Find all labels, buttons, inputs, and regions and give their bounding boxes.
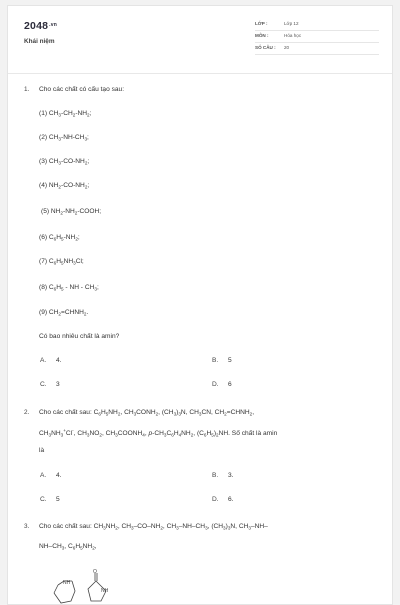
worksheet-page xyxy=(7,5,393,605)
meta-row-class xyxy=(255,19,379,31)
q1-item-2: (2) $CH_3-NH-CH_3$; xyxy=(39,134,89,142)
q2-line-1: Cho các chất sau: $C_6H_5NH_2$, $CH_3CONH_2$, $(CH_3)_3N$, $CH_3CN$, $CH_2=CHNH_2$, xyxy=(39,409,255,417)
q3-line-2: $NH-CH_3$, $C_6H_5NH_2$, xyxy=(39,543,97,551)
meta-value: Lớp 12 xyxy=(284,21,299,26)
question-prompt: Có bao nhiêu chất là amin? xyxy=(39,333,120,340)
answer-option-d[interactable]: D. 6. xyxy=(212,496,234,503)
meta-label: LỚP : xyxy=(255,21,268,26)
answer-option-c[interactable]: C. 3 xyxy=(40,381,60,388)
logo-main: 2048 xyxy=(24,20,49,32)
q1-item-6: (6) $C_6H_5-NH_2$; xyxy=(39,234,80,242)
meta-row-count xyxy=(255,43,379,55)
q1-item-1: (1) $CH_3-CH_2-NH_2$; xyxy=(39,110,92,118)
q1-item-4: (4) $NH_2-CO-NH_2$; xyxy=(39,182,90,190)
meta-label: MÔN : xyxy=(255,33,269,38)
q1-item-9: (9) $CH_2=CHNH_2$. xyxy=(39,309,89,317)
q2-line-2: $CH_3NH_3^+Cl^-$, $CH_3NO_2$, $CH_3COONH_4$, $p-CH_3C_6H_4NH_2$, $(C_6H_5)_2NH$. Số chất là amin xyxy=(39,428,278,438)
struct2-o-label: O xyxy=(93,569,97,575)
q1-item-7: (7) $C_6H_5NH_3Cl$; xyxy=(39,258,84,266)
q3-line-1: Cho các chất sau: $CH_3NH_2$, $CH_3-CO-NH_2$, $CH_3-NH-CH_3$, $(CH_3)_3N$, $CH_3-NH-$ xyxy=(39,523,268,531)
q1-item-8: (8) $C_6H_5$ - NH - $CH_3$; xyxy=(39,284,99,292)
q2-line-3: là xyxy=(39,447,45,454)
meta-row-subject xyxy=(255,31,379,43)
answer-option-b[interactable]: B. 5 xyxy=(212,357,232,364)
header xyxy=(8,6,392,68)
question-number: 2. xyxy=(24,409,30,416)
header-divider xyxy=(8,73,392,74)
meta-value: Hóa học xyxy=(284,33,302,38)
question-number: 3. xyxy=(24,523,30,530)
answer-option-b[interactable]: B. 3. xyxy=(212,472,234,479)
answer-option-d[interactable]: D. 6 xyxy=(212,381,232,388)
site-logo[interactable] xyxy=(24,20,57,32)
answer-option-c[interactable]: C. 5 xyxy=(40,496,60,503)
q1-item-3: (3) $CH_3-CO-NH_2$; xyxy=(39,158,90,166)
question-stem: Cho các chất có cấu tạo sau: xyxy=(39,86,125,93)
q1-item-5: (5) $NH_2-NH_2$-COOH; xyxy=(41,208,102,216)
pyrrolidinone-structure xyxy=(88,573,106,601)
question-number: 1. xyxy=(24,86,30,93)
meta-table xyxy=(255,19,379,55)
doc-title: Khái niệm xyxy=(24,38,55,45)
answer-option-a[interactable]: A. 4. xyxy=(40,472,62,479)
logo-suffix: .vn xyxy=(49,22,57,28)
struct1-nh-label: NH xyxy=(63,580,71,586)
meta-value: 20 xyxy=(284,45,290,50)
struct2-nh-label: NH xyxy=(101,588,109,594)
answer-option-a[interactable]: A. 4. xyxy=(40,357,62,364)
meta-label: SỐ CÂU : xyxy=(255,45,276,50)
